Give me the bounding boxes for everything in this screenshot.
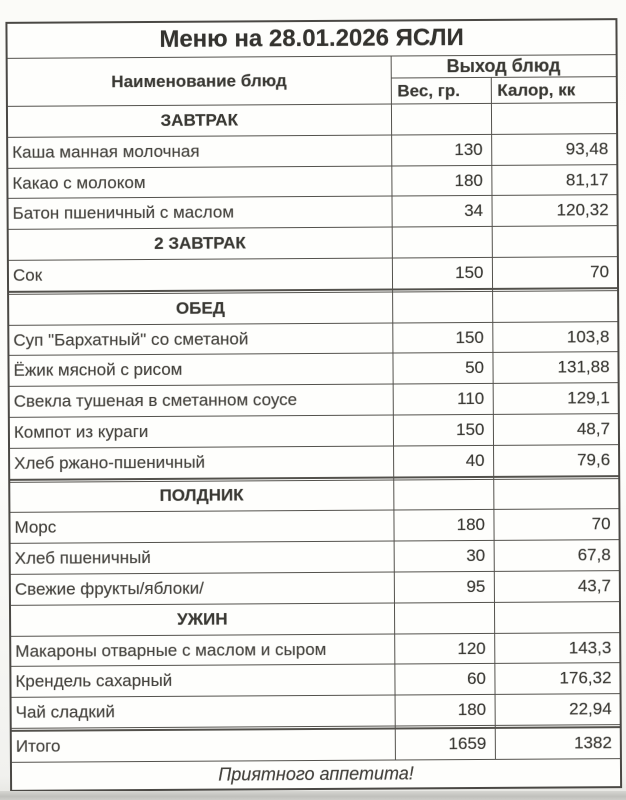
menu-table <box>5 18 620 792</box>
calories-cell <box>491 103 617 135</box>
calories-cell: 70 <box>492 257 618 289</box>
dish-row <box>7 133 617 168</box>
dish-row <box>9 509 619 544</box>
weight-cell: 1659 <box>395 728 495 760</box>
dish-row <box>10 663 620 698</box>
dish-name-cell: Батон пшеничный с маслом <box>7 196 391 229</box>
weight-cell: 40 <box>393 445 493 476</box>
calories-cell: 93,48 <box>491 133 617 165</box>
menu-table-grid <box>5 18 622 792</box>
dish-row <box>7 164 617 199</box>
dish-row <box>10 540 620 575</box>
dish-row <box>11 694 621 729</box>
dish-name-cell: Сок <box>8 258 392 291</box>
footer-row <box>11 759 621 791</box>
dish-row <box>9 444 619 479</box>
weight-cell <box>392 227 492 258</box>
dish-name-cell: Крендель сахарный <box>10 664 394 697</box>
weight-cell <box>392 291 492 322</box>
col-header-name: Наименование блюд <box>7 56 391 106</box>
dish-name-cell: Суп "Бархатный" со сметаной <box>8 323 392 356</box>
calories-cell <box>492 226 618 258</box>
calories-cell: 1382 <box>495 728 621 760</box>
col-header-output: Выход блюд <box>391 55 617 78</box>
page-title: Меню на 28.01.2026 ЯСЛИ <box>6 19 616 58</box>
calories-cell: 81,17 <box>491 164 617 196</box>
calories-cell: 143,3 <box>494 632 620 664</box>
weight-cell <box>394 602 494 633</box>
section-row <box>9 478 619 513</box>
dish-name-cell: Свекла тушеная в сметанном соусе <box>9 384 393 417</box>
calories-cell: 67,8 <box>494 540 620 572</box>
weight-cell: 30 <box>394 541 494 572</box>
weight-cell: 130 <box>391 134 491 165</box>
calories-cell: 120,32 <box>491 195 617 227</box>
dish-name-cell: Чай сладкий <box>11 695 395 728</box>
dish-row <box>8 321 618 356</box>
calories-cell: 43,7 <box>494 571 620 603</box>
section-row <box>7 103 617 138</box>
weight-cell: 150 <box>393 414 493 445</box>
dish-name-cell: Морс <box>9 510 393 543</box>
dish-row <box>9 414 619 449</box>
title-row <box>6 19 616 58</box>
calories-cell: 22,94 <box>495 694 621 726</box>
dish-row <box>10 632 620 667</box>
weight-cell: 150 <box>392 322 492 353</box>
dish-name-cell: Свежие фрукты/яблоки/ <box>10 572 394 605</box>
calories-cell <box>494 601 620 633</box>
header-row-top <box>7 55 617 81</box>
dish-row <box>7 195 617 230</box>
col-header-calories: Калор, кк <box>491 77 617 104</box>
weight-cell <box>391 103 491 134</box>
weight-cell: 180 <box>391 165 491 196</box>
dish-name-cell: Каша манная молочная <box>7 135 391 168</box>
weight-cell: 110 <box>393 384 493 415</box>
dish-row <box>9 383 619 418</box>
calories-cell <box>492 290 618 322</box>
section-title-cell: 2 ЗАВТРАК <box>8 227 392 260</box>
calories-cell: 131,88 <box>492 352 618 384</box>
dish-name-cell: Макароны отварные с маслом и сыром <box>10 634 394 667</box>
dish-name-cell: Хлеб ржано-пшеничный <box>9 446 393 479</box>
section-row <box>8 226 618 261</box>
dish-name-cell: Ёжик мясной с рисом <box>8 353 392 386</box>
section-row <box>10 601 620 636</box>
section-title-cell: УЖИН <box>10 603 394 636</box>
footer-note: Приятного аппетита! <box>11 759 621 791</box>
calories-cell: 103,8 <box>492 321 618 353</box>
weight-cell: 95 <box>394 571 494 602</box>
dish-name-cell: Какао с молоком <box>7 166 391 199</box>
calories-cell <box>493 478 619 510</box>
section-row <box>8 290 618 325</box>
dish-name-cell: Итого <box>11 729 395 762</box>
dish-row <box>10 571 620 606</box>
weight-cell: 34 <box>391 196 491 227</box>
calories-cell: 129,1 <box>493 383 619 415</box>
weight-cell: 50 <box>392 353 492 384</box>
dish-row <box>8 257 618 292</box>
section-title-cell: ПОЛДНИК <box>9 480 393 513</box>
weight-cell <box>393 479 493 510</box>
calories-cell: 70 <box>493 509 619 541</box>
weight-cell: 60 <box>394 664 494 695</box>
calories-cell: 48,7 <box>493 414 619 446</box>
calories-cell: 176,32 <box>494 663 620 695</box>
weight-cell: 180 <box>395 695 495 726</box>
col-header-weight: Вес, гр. <box>391 77 491 104</box>
weight-cell: 120 <box>394 633 494 664</box>
section-title-cell: ЗАВТРАК <box>7 104 391 137</box>
scan-edge-shadow <box>0 791 626 800</box>
total-row <box>11 728 621 763</box>
weight-cell: 180 <box>393 510 493 541</box>
dish-row <box>8 352 618 387</box>
calories-cell: 79,6 <box>493 444 619 476</box>
weight-cell: 150 <box>392 257 492 288</box>
section-title-cell: ОБЕД <box>8 292 392 325</box>
dish-name-cell: Хлеб пшеничный <box>10 541 394 574</box>
dish-name-cell: Компот из кураги <box>9 415 393 448</box>
